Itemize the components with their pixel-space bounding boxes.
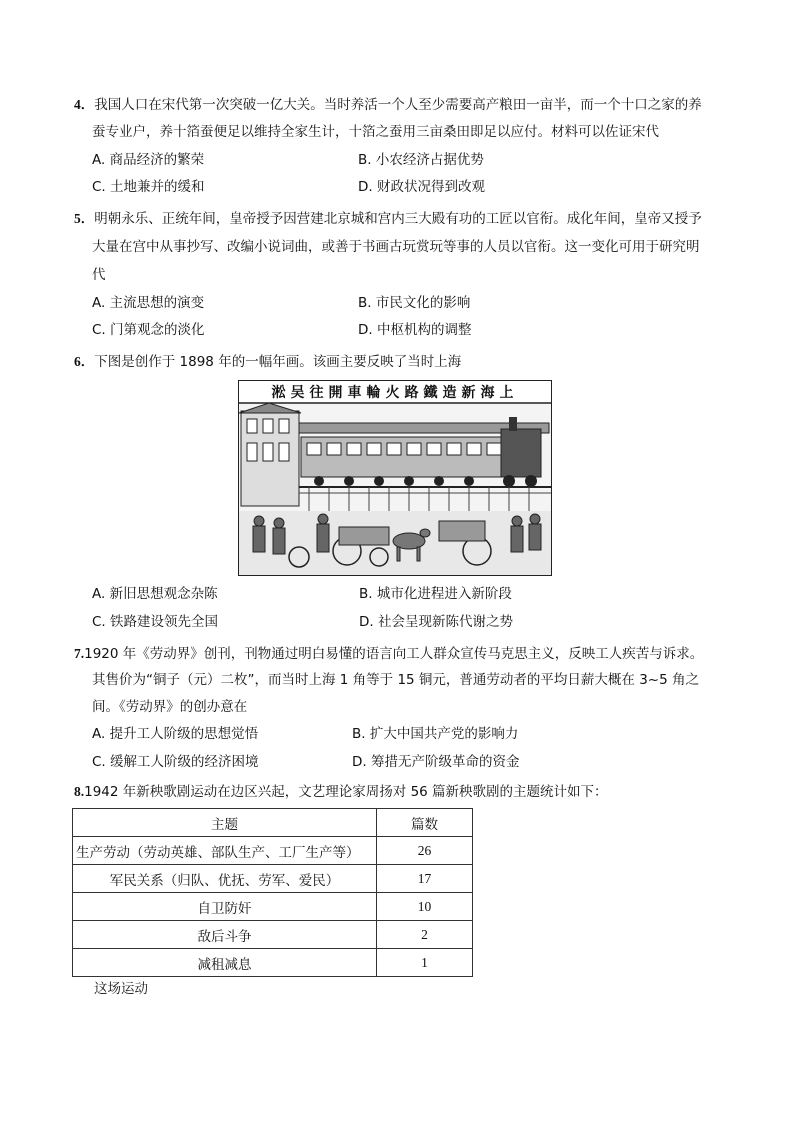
new-year-painting-figure — [238, 380, 552, 576]
q5-option-a[interactable]: A. 主流思想的演变 — [92, 295, 205, 311]
q6-stem-line1: 下图是创作于 1898 年的一幅年画。该画主要反映了当时上海 — [94, 354, 462, 370]
table-row — [73, 837, 473, 865]
q6-option-c[interactable]: C. 铁路建设领先全国 — [92, 614, 219, 630]
q7-option-c[interactable]: C. 缓解工人阶级的经济困境 — [92, 754, 259, 770]
q4-option-d[interactable]: D. 财政状况得到改观 — [358, 179, 485, 195]
table-cell-count: 2 — [376, 921, 472, 949]
q8-number: 8. — [74, 784, 85, 799]
table-cell-theme: 减租减息 — [73, 949, 377, 977]
q5-stem-line2: 大量在宫中从事抄写、改编小说词曲，或善于书画古玩赏玩等事的人员以官衔。这一变化可用于研究明 — [92, 239, 700, 255]
q5-number: 5． — [74, 211, 95, 226]
q5-stem-line1: 明朝永乐、正统年间，皇帝授予因营建北京城和宫内三大殿有功的工匠以官衔。成化年间，皇帝又授予 — [94, 211, 702, 227]
q6-option-b[interactable]: B. 城市化进程进入新阶段 — [359, 586, 512, 602]
q4-option-a[interactable]: A. 商品经济的繁荣 — [92, 152, 205, 168]
q7-number: 7. — [74, 646, 85, 661]
table-row — [73, 865, 473, 893]
q4-text-line-1 — [74, 96, 702, 114]
table-cell-count: 1 — [376, 949, 472, 977]
q7-option-b[interactable]: B. 扩大中国共产党的影响力 — [352, 726, 519, 742]
q6-number: 6． — [74, 354, 95, 369]
painting-caption: 淞吴往開車輪火路鐵造新海上 — [271, 385, 519, 401]
table-cell-count: 26 — [376, 837, 472, 865]
new-year-painting-illustration — [239, 381, 551, 575]
q6-text-line-1 — [74, 353, 461, 371]
table-header-theme: 主题 — [73, 809, 377, 837]
q6-option-a[interactable]: A. 新旧思想观念杂陈 — [92, 586, 218, 602]
table-cell-theme: 自卫防奸 — [73, 893, 377, 921]
table-cell-theme: 军民关系（归队、优抚、劳军、爱民） — [73, 865, 377, 893]
q7-text-line-1 — [74, 645, 703, 663]
q8-stem-line1: 1942 年新秧歌剧运动在边区兴起，文艺理论家周扬对 56 篇新秧歌剧的主题统计如下： — [84, 784, 608, 800]
q4-number: 4． — [74, 97, 95, 112]
q5-option-b[interactable]: B. 市民文化的影响 — [358, 295, 471, 311]
q4-stem-line2: 蚕专业户，养十箔蚕便足以维持全家生计，十箔之蚕用三亩桑田即足以应付。材料可以佐证宋代 — [92, 124, 659, 140]
q4-option-c[interactable]: C. 土地兼并的缓和 — [92, 179, 205, 195]
q7-option-a[interactable]: A. 提升工人阶级的思想觉悟 — [92, 726, 259, 742]
table-cell-count: 10 — [376, 893, 472, 921]
table-cell-count: 17 — [376, 865, 472, 893]
q4-option-b[interactable]: B. 小农经济占据优势 — [358, 152, 484, 168]
table-header-count: 篇数 — [376, 809, 472, 837]
table-cell-theme: 敌后斗争 — [73, 921, 377, 949]
q5-option-c[interactable]: C. 门第观念的淡化 — [92, 322, 205, 338]
table-header-row — [73, 809, 473, 837]
q8-tail-text: 这场运动 — [94, 981, 148, 997]
q4-stem-line1: 我国人口在宋代第一次突破一亿大关。当时养活一个人至少需要高产粮田一亩半，而一个十口之家的养 — [94, 97, 702, 113]
table-row — [73, 893, 473, 921]
q7-option-d[interactable]: D. 筹措无产阶级革命的资金 — [352, 754, 520, 770]
q5-text-line-1 — [74, 210, 702, 228]
q7-stem-line2: 其售价为“铜子（元）二枚”，而当时上海 1 角等于 15 铜元，普通劳动者的平均日薪大概在 3~5 角之 — [92, 672, 699, 688]
table-row — [73, 949, 473, 977]
q6-option-d[interactable]: D. 社会呈现新陈代谢之势 — [359, 614, 513, 630]
table-cell-theme: 生产劳动（劳动英雄、部队生产、工厂生产等） — [73, 837, 377, 865]
q5-option-d[interactable]: D. 中枢机构的调整 — [358, 322, 472, 338]
q8-text-line-1 — [74, 783, 608, 801]
theme-statistics-table — [72, 808, 473, 977]
q7-stem-line3: 间。《劳动界》的创办意在 — [92, 699, 248, 715]
table-row — [73, 921, 473, 949]
q7-stem-line1: 1920 年《劳动界》创刊，刊物通过明白易懂的语言向工人群众宣传马克思主义，反映工人疾苦与诉求。 — [84, 646, 704, 662]
q5-stem-line3: 代 — [92, 267, 106, 283]
